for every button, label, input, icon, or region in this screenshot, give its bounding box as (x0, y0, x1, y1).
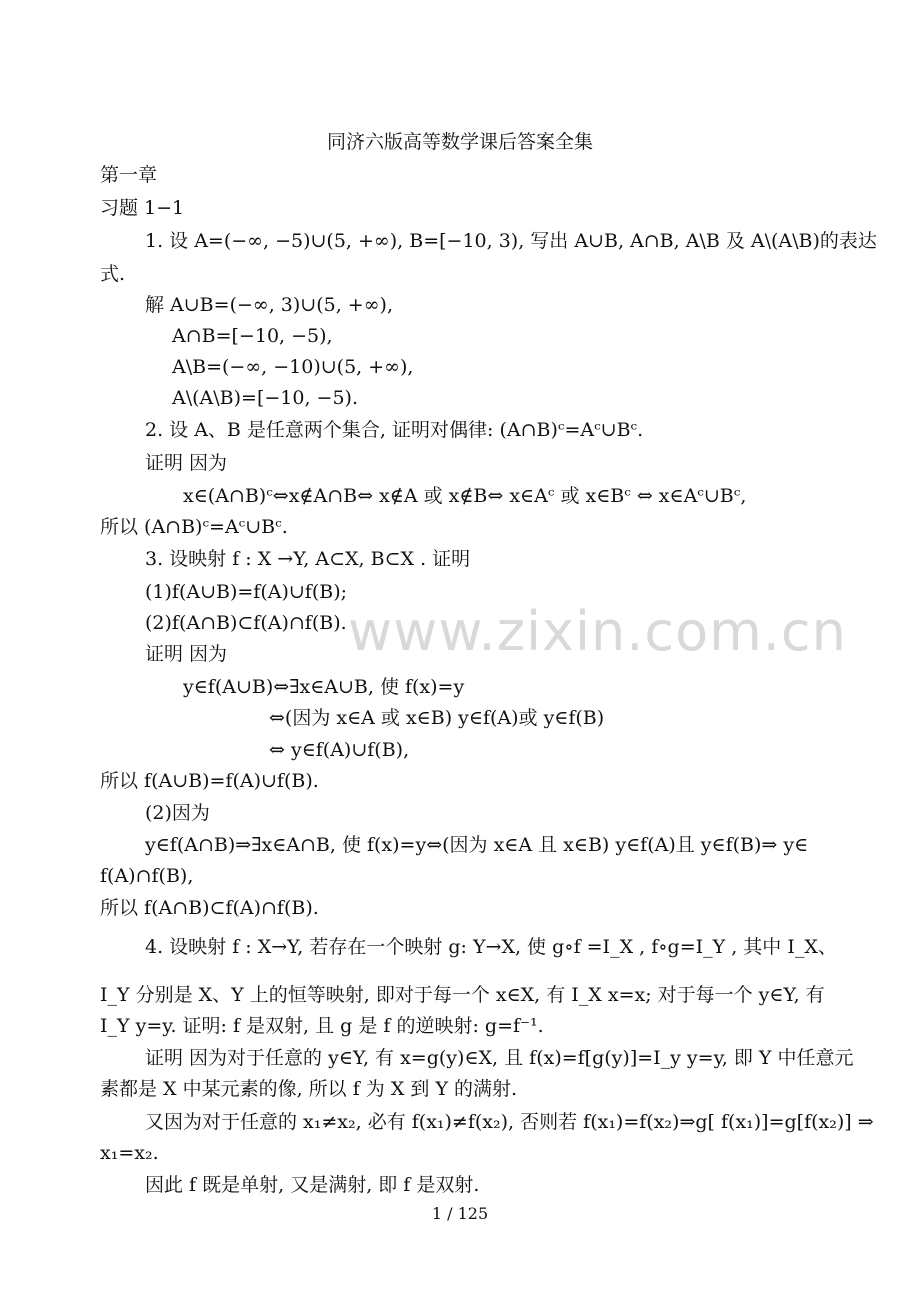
text-line: f(A)∩f(B), (100, 865, 194, 887)
exercise-heading: 习题 1−1 (100, 197, 185, 219)
page-number: 1 / 125 (431, 1204, 489, 1223)
text-line: I_Y y=y. 证明: f 是双射, 且 g 是 f 的逆映射: g=f⁻¹. (100, 1015, 544, 1037)
text-line: 1. 设 A=(−∞, −5)∪(5, +∞), B=[−10, 3), 写出 A∪B, A∩B, A\B 及 A\(A\B)的表达 (145, 230, 877, 252)
text-line: 因此 f 既是单射, 又是满射, 即 f 是双射. (145, 1174, 480, 1196)
text-line: x∈(A∩B)ᶜ⇔x∉A∩B⇔ x∉A 或 x∉B⇔ x∈Aᶜ 或 x∈Bᶜ ⇔ x∈Aᶜ∪Bᶜ, (183, 485, 747, 507)
text-line: (1)f(A∪B)=f(A)∪f(B); (145, 581, 348, 603)
text-line: ⇔(因为 x∈A 或 x∈B) y∈f(A)或 y∈f(B) (269, 707, 605, 729)
text-line: (2)因为 (145, 802, 210, 824)
text-line: y∈f(A∩B)⇒∃x∈A∩B, 使 f(x)=y⇔(因为 x∈A 且 x∈B) y∈f(A)且 y∈f(B)⇒ y∈ (145, 834, 809, 856)
text-line: 证明 因为 (145, 643, 228, 665)
text-line: 3. 设映射 f : X →Y, A⊂X, B⊂X . 证明 (145, 548, 471, 570)
text-line: 所以 f(A∩B)⊂f(A)∩f(B). (100, 897, 319, 919)
text-line: y∈f(A∪B)⇔∃x∈A∪B, 使 f(x)=y (183, 676, 465, 698)
text-line: 所以 f(A∪B)=f(A)∪f(B). (100, 770, 319, 792)
text-line: ⇔ y∈f(A)∪f(B), (269, 739, 410, 761)
text-line: A∩B=[−10, −5), (172, 325, 333, 347)
document-title: 同济六版高等数学课后答案全集 (326, 131, 593, 153)
text-line: A\B=(−∞, −10)∪(5, +∞), (172, 356, 414, 378)
text-line: 素都是 X 中某元素的像, 所以 f 为 X 到 Y 的满射. (100, 1078, 518, 1100)
watermark: www.zixin.com.cn (348, 600, 847, 663)
text-line: (2)f(A∩B)⊂f(A)∩f(B). (145, 612, 347, 634)
text-line: 证明 因为 (145, 452, 228, 474)
text-line: 又因为对于任意的 x₁≠x₂, 必有 f(x₁)≠f(x₂), 否则若 f(x₁)=f(x₂)⇒g[ f(x₁)]=g[f(x₂)] ⇒ (145, 1111, 874, 1133)
text-line: 4. 设映射 f : X→Y, 若存在一个映射 g: Y→X, 使 g∘f =I_X , f∘g=I_Y , 其中 I_X、 (145, 936, 837, 958)
text-line: x₁=x₂. (100, 1142, 159, 1164)
text-line: I_Y 分别是 X、Y 上的恒等映射, 即对于每一个 x∈X, 有 I_X x=x; 对于每一个 y∈Y, 有 (100, 984, 825, 1006)
text-line: 解 A∪B=(−∞, 3)∪(5, +∞), (145, 294, 394, 316)
text-line: 2. 设 A、B 是任意两个集合, 证明对偶律: (A∩B)ᶜ=Aᶜ∪Bᶜ. (145, 419, 644, 441)
text-line: 式. (100, 263, 126, 285)
text-line: 所以 (A∩B)ᶜ=Aᶜ∪Bᶜ. (100, 516, 288, 538)
chapter-heading: 第一章 (100, 164, 158, 186)
text-line: A\(A\B)=[−10, −5). (172, 387, 359, 409)
text-line: 证明 因为对于任意的 y∈Y, 有 x=g(y)∈X, 且 f(x)=f[g(y)]=I_y y=y, 即 Y 中任意元 (145, 1047, 854, 1069)
